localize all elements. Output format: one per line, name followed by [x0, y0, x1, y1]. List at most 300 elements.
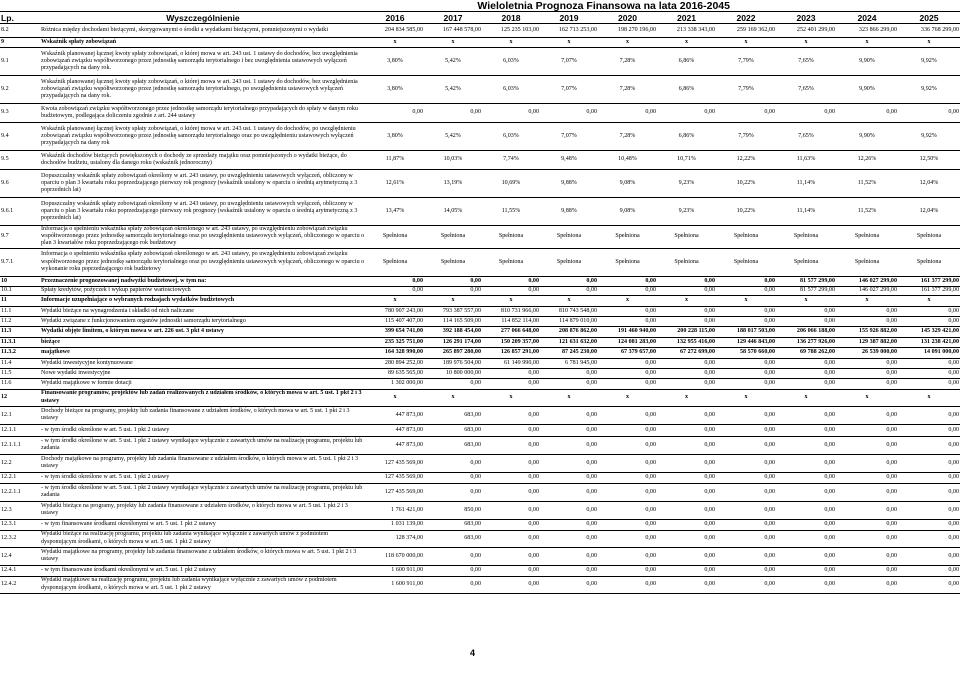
row-value: 9,90% [836, 123, 898, 151]
table-row [0, 326, 960, 337]
row-value: 850,00 [424, 501, 482, 519]
row-value: 129 446 843,00 [716, 337, 776, 347]
row-value: 447 873,00 [366, 436, 424, 454]
row-value: 0,00 [716, 276, 776, 286]
row-value: 10,71% [657, 151, 716, 170]
row-value: 0,00 [482, 519, 540, 530]
page-number: 4 [470, 648, 476, 658]
row-value: 0,00 [482, 276, 540, 286]
row-value: 0,00 [776, 483, 836, 501]
row-value: 0,00 [716, 378, 776, 389]
row-value: 6,03% [482, 48, 540, 76]
row-value: 6,03% [482, 123, 540, 151]
row-value: 0,00 [836, 472, 898, 483]
row-value: 3,80% [366, 48, 424, 76]
row-value: x [898, 38, 960, 48]
row-lp: 9.5 [0, 151, 40, 170]
row-value: 0,00 [424, 483, 482, 501]
row-value: 0,00 [898, 501, 960, 519]
row-value: x [424, 389, 482, 406]
row-value: 0,00 [716, 286, 776, 295]
row-value: Spełniona [540, 226, 598, 249]
row-lp: 11.3.1 [0, 337, 40, 347]
row-value: 67 379 657,00 [598, 347, 657, 358]
row-value: 213 338 343,00 [657, 24, 716, 38]
row-value: 6,03% [482, 76, 540, 104]
row-value: 9,88% [540, 170, 598, 198]
row-value: 5,42% [424, 123, 482, 151]
row-value: 0,00 [836, 576, 898, 593]
row-value: 0,00 [716, 316, 776, 326]
row-description: Wskaźnik spłaty zobowiązań [40, 38, 366, 48]
row-value: 11,52% [836, 198, 898, 226]
row-value: 114 879 010,00 [540, 316, 598, 326]
header-year: 2022 [716, 12, 776, 24]
row-value: 129 387 882,00 [836, 337, 898, 347]
row-value: 0,00 [424, 547, 482, 565]
row-value: 0,00 [657, 378, 716, 389]
row-value: 14 091 000,00 [898, 347, 960, 358]
row-value: Spełniona [482, 248, 540, 276]
row-value: 0,00 [776, 472, 836, 483]
header-description: Wyszczególnienie [40, 12, 366, 24]
row-lp: 12.1.1.1 [0, 436, 40, 454]
row-value: x [716, 389, 776, 406]
row-description: Dopuszczalny wskaźnik spłaty zobowiązań określony w art. 243 ustawy, po uwzględnieniu ustawowych wyłączeń, obliczony w oparciu o plan 3 kwartału roku poprzedzającego pierwszy rok prognozy (wskaźnik ustalony w oparciu o średnią arytmetyczną z 3 poprzednich lat) [40, 198, 366, 226]
table-row [0, 226, 960, 249]
row-value: 0,00 [540, 565, 598, 576]
row-value: 0,00 [776, 306, 836, 316]
row-value: 7,65% [776, 123, 836, 151]
row-value: 0,00 [482, 472, 540, 483]
row-value: 7,07% [540, 76, 598, 104]
row-value: 13,19% [424, 170, 482, 198]
row-value: 131 238 421,00 [898, 337, 960, 347]
row-value: 0,00 [482, 378, 540, 389]
row-value: 0,00 [776, 576, 836, 593]
row-lp: 8.2 [0, 24, 40, 38]
row-value: 9,88% [540, 198, 598, 226]
header-year: 2016 [366, 12, 424, 24]
row-value: 0,00 [898, 519, 960, 530]
row-value: 0,00 [424, 378, 482, 389]
table-row [0, 151, 960, 170]
row-value: 0,00 [657, 424, 716, 436]
row-value: 0,00 [540, 501, 598, 519]
row-value: x [716, 295, 776, 306]
row-lp: 12.4.1 [0, 565, 40, 576]
header-lp: Lp. [0, 12, 40, 24]
row-value: 6,86% [657, 123, 716, 151]
table-row [0, 24, 960, 38]
row-value: 0,00 [776, 316, 836, 326]
row-value: x [836, 295, 898, 306]
row-value: x [482, 389, 540, 406]
row-value: 683,00 [424, 436, 482, 454]
row-value: 0,00 [540, 406, 598, 424]
row-value: 0,00 [836, 358, 898, 368]
row-value: 0,00 [657, 530, 716, 547]
row-value: Spełniona [716, 226, 776, 249]
row-value: 0,00 [836, 104, 898, 123]
row-description: Informacje uzupełniające o wybranych rodzajach wydatków budżetowych [40, 295, 366, 306]
row-lp: 11.6 [0, 378, 40, 389]
row-value: 0,00 [540, 547, 598, 565]
row-value: 124 081 283,00 [598, 337, 657, 347]
row-value: 11,14% [776, 170, 836, 198]
row-value: Spełniona [540, 248, 598, 276]
row-lp: 11.3.2 [0, 347, 40, 358]
row-value: 0,00 [836, 406, 898, 424]
row-description: Dochody majątkowe na programy, projekty lub zadania finansowane z udziałem środków, o których mowa w art. 5 ust. 1 pkt 2 i 3 ustawy [40, 454, 366, 472]
row-value: 0,00 [598, 424, 657, 436]
row-value: 0,00 [898, 378, 960, 389]
row-value: 0,00 [836, 530, 898, 547]
row-value: 0,00 [482, 454, 540, 472]
row-value: 114 165 509,00 [424, 316, 482, 326]
row-lp: 9.4 [0, 123, 40, 151]
row-value: 683,00 [424, 530, 482, 547]
row-value: 12,04% [898, 198, 960, 226]
row-value: 0,00 [598, 454, 657, 472]
row-value: 0,00 [716, 576, 776, 593]
table-row [0, 472, 960, 483]
row-value: 0,00 [776, 378, 836, 389]
row-value: 0,00 [716, 519, 776, 530]
row-value: 0,00 [716, 104, 776, 123]
row-value: 0,00 [776, 368, 836, 378]
row-value: 7,74% [482, 151, 540, 170]
row-value: 200 228 115,00 [657, 326, 716, 337]
row-value: 0,00 [836, 519, 898, 530]
row-description: Przeznaczenie prognozowanej nadwyżki budżetowej, w tym na: [40, 276, 366, 286]
row-value: 277 066 648,00 [482, 326, 540, 337]
row-value: 11,63% [776, 151, 836, 170]
row-value: 0,00 [657, 547, 716, 565]
row-value: 0,00 [540, 424, 598, 436]
row-lp: 12.3 [0, 501, 40, 519]
row-value: 0,00 [482, 530, 540, 547]
row-value: 0,00 [776, 424, 836, 436]
row-value: 0,00 [836, 306, 898, 316]
row-value: Spełniona [598, 226, 657, 249]
row-value: x [540, 295, 598, 306]
row-value: Spełniona [836, 226, 898, 249]
header-year: 2017 [424, 12, 482, 24]
row-value: 118 670 000,00 [366, 547, 424, 565]
row-value: 7,07% [540, 48, 598, 76]
row-value: 10,03% [424, 151, 482, 170]
header-year: 2019 [540, 12, 598, 24]
row-description: Wydatki bieżące na programy, projekty lub zadania finansowane z udziałem środków, o których mowa w art. 5 ust. 1 pkt 2 i 3 ustawy [40, 501, 366, 519]
row-value: 9,92% [898, 76, 960, 104]
row-value: 9,90% [836, 76, 898, 104]
row-value: 0,00 [598, 286, 657, 295]
table-row [0, 104, 960, 123]
row-value: 0,00 [836, 565, 898, 576]
row-description: Finansowanie programów, projektów lub zadań realizowanych z udziałem środków, o których mowa w art. 5 ust. 1 pkt 2 i 3 ustawy [40, 389, 366, 406]
row-value: 0,00 [898, 454, 960, 472]
table-row [0, 547, 960, 565]
row-value: 6,86% [657, 48, 716, 76]
row-value: 0,00 [716, 547, 776, 565]
row-value: 780 907 243,00 [366, 306, 424, 316]
row-value: 0,00 [657, 501, 716, 519]
row-value: 447 873,00 [366, 406, 424, 424]
row-description: bieżące [40, 337, 366, 347]
row-value: 0,00 [598, 378, 657, 389]
row-value: 0,00 [598, 276, 657, 286]
table-row [0, 276, 960, 286]
table-row [0, 368, 960, 378]
row-lp: 12.2 [0, 454, 40, 472]
row-lp: 12.1.1 [0, 424, 40, 436]
row-value: 0,00 [657, 306, 716, 316]
row-description: Wskaźnik planowanej łącznej kwoty spłaty zobowiązań, o której mowa w art. 243 ust. 1 ustawy do dochodów, po uwzględnieniu zobowiązań związku współtworzonego przez jednostkę samorządu terytorialnego oraz po uwzględnieniu ustawowych wyłączeń przypadających na dany rok [40, 123, 366, 151]
row-value: 67 272 699,00 [657, 347, 716, 358]
row-value: 0,00 [776, 454, 836, 472]
row-value: 126 291 174,00 [424, 337, 482, 347]
row-value: 9,48% [540, 151, 598, 170]
row-value: 0,00 [540, 104, 598, 123]
row-value: 114 852 114,00 [482, 316, 540, 326]
row-value: x [424, 38, 482, 48]
row-description: Kwota zobowiązań związku współtworzonego przez jednostkę samorządu terytorialnego przypadających do spłaty w danym roku budżetowym, podlegająca doliczeniu zgodnie z art. 244 ustawy [40, 104, 366, 123]
row-lp: 10 [0, 276, 40, 286]
row-value: 0,00 [366, 276, 424, 286]
row-value: x [657, 38, 716, 48]
table-row [0, 454, 960, 472]
row-value: 9,23% [657, 170, 716, 198]
row-value: 0,00 [836, 483, 898, 501]
row-value: 0,00 [776, 406, 836, 424]
row-value: 0,00 [424, 276, 482, 286]
row-value: x [482, 38, 540, 48]
row-value: 0,00 [657, 286, 716, 295]
row-value: 447 873,00 [366, 424, 424, 436]
row-value: 0,00 [540, 483, 598, 501]
row-value: x [598, 295, 657, 306]
row-value: 14,05% [424, 198, 482, 226]
row-value: 0,00 [776, 547, 836, 565]
row-value: 191 460 940,00 [598, 326, 657, 337]
row-value: 9,23% [657, 198, 716, 226]
row-description: Wskaźnik planowanej łącznej kwoty spłaty zobowiązań, o której mowa w art. 243 ust. 1 ustawy do dochodów, bez uwzględnienia zobowiązań związku współtworzonego przez jednostkę samorządu terytorialnego, po uwzględnieniu ustawowych wyłączeń przypadających na dany rok. [40, 76, 366, 104]
row-description: Wydatki inwestycyjne kontynuowane [40, 358, 366, 368]
header-year: 2023 [776, 12, 836, 24]
row-lp: 12.2.1.1 [0, 483, 40, 501]
table-row [0, 306, 960, 316]
header-year: 2021 [657, 12, 716, 24]
row-value: 162 713 253,00 [540, 24, 598, 38]
row-value: 12,04% [898, 170, 960, 198]
row-value: x [776, 389, 836, 406]
row-value: 0,00 [540, 286, 598, 295]
row-value: 323 866 299,00 [836, 24, 898, 38]
row-value: 132 955 416,00 [657, 337, 716, 347]
row-value: 0,00 [776, 358, 836, 368]
row-value: 145 329 421,00 [898, 326, 960, 337]
row-value: Spełniona [424, 226, 482, 249]
row-lp: 11.4 [0, 358, 40, 368]
row-lp: 12.3.2 [0, 530, 40, 547]
row-value: 12,61% [366, 170, 424, 198]
row-value: 0,00 [657, 436, 716, 454]
row-lp: 9.2 [0, 76, 40, 104]
row-value: x [657, 295, 716, 306]
row-value: 0,00 [898, 547, 960, 565]
row-value: 0,00 [598, 530, 657, 547]
row-value: 127 435 569,00 [366, 472, 424, 483]
row-value: 0,00 [657, 276, 716, 286]
row-description: - w tym środki określone w art. 5 ust. 1 pkt 2 ustawy [40, 424, 366, 436]
row-value: 0,00 [716, 368, 776, 378]
row-value: 9,08% [598, 170, 657, 198]
row-value: x [598, 389, 657, 406]
row-value: 0,00 [424, 454, 482, 472]
row-value: 0,00 [598, 358, 657, 368]
row-lp: 9.6 [0, 170, 40, 198]
row-lp: 12.4 [0, 547, 40, 565]
row-value: 9,90% [836, 48, 898, 76]
row-description: - w tym środki określone w art. 5 ust. 1 pkt 2 ustawy wynikające wyłącznie z zawartych umów na realizację programu, projektu lub zadania [40, 436, 366, 454]
row-value: 127 435 569,00 [366, 483, 424, 501]
row-value: 0,00 [657, 104, 716, 123]
row-value: x [366, 295, 424, 306]
table-row [0, 337, 960, 347]
row-value: 11,87% [366, 151, 424, 170]
row-description: Wydatki majątkowe na realizację programu, projektu lub zadania wynikające wyłącznie z zawartych umów z podmiotem dysponującym środkami, o których mowa w art. 5 ust. 1 pkt 2 ustawy [40, 576, 366, 593]
table-row [0, 576, 960, 593]
row-value: 0,00 [598, 483, 657, 501]
row-value: 0,00 [540, 276, 598, 286]
row-value: 0,00 [598, 316, 657, 326]
row-value: 0,00 [598, 472, 657, 483]
row-value: Spełniona [366, 226, 424, 249]
row-value: 0,00 [898, 424, 960, 436]
row-value: 188 017 503,00 [716, 326, 776, 337]
row-value: 0,00 [424, 472, 482, 483]
row-value: Spełniona [424, 248, 482, 276]
row-value: 0,00 [482, 368, 540, 378]
header-year: 2018 [482, 12, 540, 24]
row-value: 0,00 [482, 576, 540, 593]
row-value: 0,00 [598, 565, 657, 576]
row-description: Wskaźnik dochodów bieżących powiększonych o dochody ze sprzedaży majątku oraz pomniejszonych o wydatki bieżące, do dochodów budżetu, ustalony dla danego roku (wskaźnik jednoroczny) [40, 151, 366, 170]
row-value: 0,00 [898, 358, 960, 368]
row-value: 164 328 990,00 [366, 347, 424, 358]
row-value: 161 377 299,00 [898, 286, 960, 295]
row-lp: 12 [0, 389, 40, 406]
row-value: Spełniona [898, 248, 960, 276]
row-value: 89 635 565,00 [366, 368, 424, 378]
row-description: Wydatki związane z funkcjonowaniem organów jednostki samorządu terytorialnego [40, 316, 366, 326]
row-value: 0,00 [424, 576, 482, 593]
row-description: Wydatki majątkowe w formie dotacji [40, 378, 366, 389]
table-row [0, 483, 960, 501]
row-value: 235 325 751,00 [366, 337, 424, 347]
row-value: 0,00 [716, 424, 776, 436]
row-lp: 12.4.2 [0, 576, 40, 593]
table-row [0, 530, 960, 547]
row-description: majątkowe [40, 347, 366, 358]
row-value: 204 834 585,00 [366, 24, 424, 38]
row-value: 0,00 [657, 519, 716, 530]
row-value: 167 448 578,00 [424, 24, 482, 38]
row-value: 0,00 [898, 472, 960, 483]
row-value: 810 743 548,00 [540, 306, 598, 316]
row-value: 0,00 [482, 104, 540, 123]
table-row [0, 295, 960, 306]
row-value: 125 235 103,00 [482, 24, 540, 38]
row-value: 127 435 569,00 [366, 454, 424, 472]
row-value: 69 788 262,00 [776, 347, 836, 358]
row-value: 280 894 252,00 [366, 358, 424, 368]
row-lp: 9.6.1 [0, 198, 40, 226]
table-body [0, 24, 960, 594]
row-value: 0,00 [716, 406, 776, 424]
row-value: 392 188 454,00 [424, 326, 482, 337]
row-value: 155 926 882,00 [836, 326, 898, 337]
row-value: 146 027 299,00 [836, 286, 898, 295]
row-lp: 11.5 [0, 368, 40, 378]
row-value: 0,00 [898, 483, 960, 501]
row-value: 161 377 299,00 [898, 276, 960, 286]
row-value: x [424, 295, 482, 306]
row-value: 0,00 [776, 501, 836, 519]
row-value: x [776, 38, 836, 48]
row-value: 0,00 [898, 306, 960, 316]
row-value: 0,00 [716, 501, 776, 519]
row-value: 150 209 357,00 [482, 337, 540, 347]
row-description: Różnica między dochodami bieżącymi, skorygowanymi o środki a wydatkami bieżącymi, pomniejszonymi o wydatki [40, 24, 366, 38]
row-description: Wydatki bieżące na realizację programu, projektu lub zadania wynikające wyłącznie z zawartych umów z podmiotem dysponującym środkami, o których mowa w art. 5 ust. 1 pkt 2 ustawy [40, 530, 366, 547]
table-row [0, 519, 960, 530]
row-value: 7,79% [716, 123, 776, 151]
row-value: Spełniona [776, 248, 836, 276]
row-value: 1 761 421,00 [366, 501, 424, 519]
row-value: 0,00 [836, 547, 898, 565]
row-value: 0,00 [598, 519, 657, 530]
row-value: Spełniona [482, 226, 540, 249]
row-description: - w tym środki określone w art. 5 ust. 1 pkt 2 ustawy [40, 472, 366, 483]
row-lp: 9.7.1 [0, 248, 40, 276]
row-value: 146 027 299,00 [836, 276, 898, 286]
row-value: 126 857 291,00 [482, 347, 540, 358]
row-lp: 12.2.1 [0, 472, 40, 483]
row-value: 0,00 [716, 436, 776, 454]
row-value: 9,08% [598, 198, 657, 226]
row-value: 208 876 862,00 [540, 326, 598, 337]
row-lp: 9.7 [0, 226, 40, 249]
row-lp: 11.2 [0, 316, 40, 326]
header-row [0, 12, 960, 24]
forecast-table [0, 11, 960, 594]
row-value: x [716, 38, 776, 48]
row-value: 11,55% [482, 198, 540, 226]
row-value: 7,28% [598, 48, 657, 76]
row-value: 9,92% [898, 48, 960, 76]
row-value: x [540, 38, 598, 48]
row-value: 10,22% [716, 170, 776, 198]
row-description: Informacja o spełnieniu wskaźnika spłaty zobowiązań określonego w art. 243 ustawy, po uwzględnieniu zobowiązań związku współtworzonego przez jednostkę samorządu terytorialnego oraz po uwzględnieniu ustawowych wyłączeń, obliczonego w oparciu o wykonanie roku poprzedzającego rok budżetowy [40, 248, 366, 276]
row-value: 0,00 [598, 576, 657, 593]
row-value: x [657, 389, 716, 406]
table-row [0, 48, 960, 76]
row-value: 0,00 [540, 519, 598, 530]
row-description: Wydatki majątkowe na programy, projekty lub zadania finansowane z udziałem środków, o których mowa w art. 5 ust. 1 pkt 2 i 3 ustawy [40, 547, 366, 565]
row-value: 7,28% [598, 123, 657, 151]
